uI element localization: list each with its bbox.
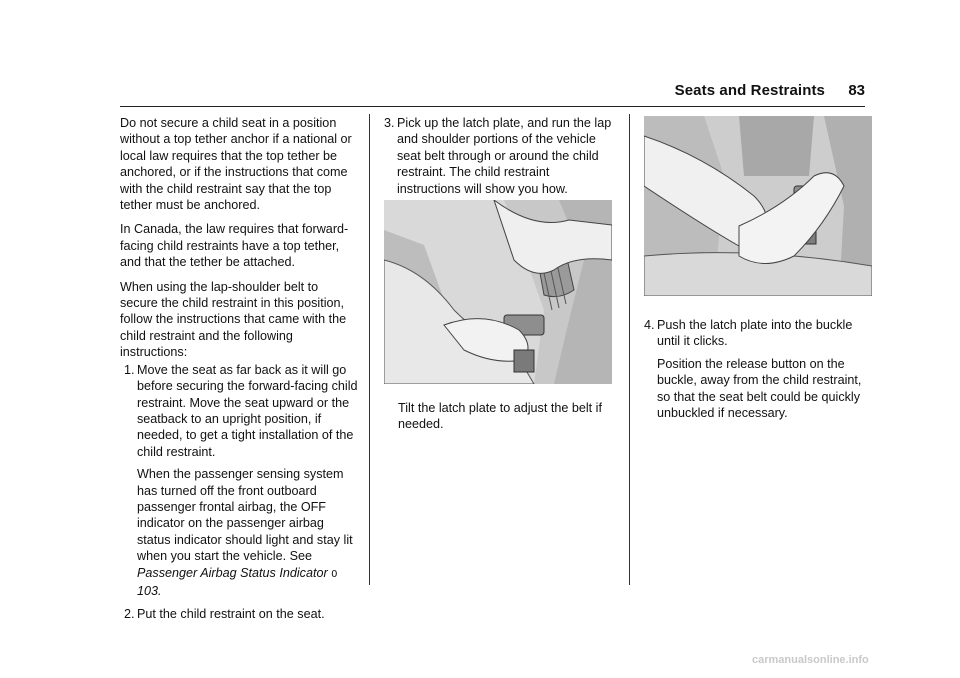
column-1 xyxy=(120,115,358,630)
step-1-text: Move the seat as far back as it will go before securing the forward-facing child restraint. Move the seat upward or the seatback to an upright position, if needed, to get a tight installation of the child restraint. xyxy=(137,362,358,459)
step-3 xyxy=(384,115,616,197)
step-4-note: Position the release button on the buckle, away from the child restraint, so that the seat belt could be quickly unbuckled if necessary. xyxy=(657,356,862,421)
step-3-text: Pick up the latch plate, and run the lap and shoulder portions of the vehicle seat belt through or around the child restraint. The child restraint instructions will show you how. xyxy=(397,116,612,196)
step-1-note-text: When the passenger sensing system has turned off the front outboard passenger frontal airbag, the OFF indicator on the passenger airbag status indicator should light and stay lit when you start the vehicle. See xyxy=(137,467,353,564)
column-2 xyxy=(384,115,616,204)
step-1-note xyxy=(137,466,358,599)
step-1 xyxy=(124,362,358,600)
paragraph-top-tether-warning: Do not secure a child seat in a position without a top tether anchor if a national or local law requires that the top tether be anchored, or if the instructions that come with the child restraint say that the top tether must be anchored. xyxy=(120,116,352,213)
xref-page-number[interactable]: 103. xyxy=(137,583,162,598)
page-header xyxy=(120,82,865,108)
step-2-text: Put the child restraint on the seat. xyxy=(137,607,325,622)
step-3-number: 3. xyxy=(384,116,395,130)
paragraph-lap-shoulder-intro: When using the lap-shoulder belt to secure the child restraint in this position, follow the instructions that came with the child restraint and the following instructions: xyxy=(120,279,347,360)
step-2 xyxy=(124,606,358,622)
step-3-note-block xyxy=(398,400,616,433)
column-divider-2 xyxy=(629,114,630,585)
paragraph-canada-law: In Canada, the law requires that forward-facing child restraints have a top tether, and that the tether be attached. xyxy=(120,222,349,270)
step-2-number: 2. xyxy=(124,607,135,622)
illustration-latch-plate-routing xyxy=(384,200,612,384)
step-4-text: Push the latch plate into the buckle until it clicks. xyxy=(657,318,853,349)
illustration-latch-into-buckle xyxy=(644,116,872,296)
xref-passenger-airbag-status-indicator[interactable]: Passenger Airbag Status Indicator xyxy=(137,565,328,580)
header-rule xyxy=(120,106,865,107)
step-1-number: 1. xyxy=(124,362,135,377)
step-4 xyxy=(644,317,876,421)
column-3 xyxy=(644,317,876,428)
step-3-note: Tilt the latch plate to adjust the belt if needed. xyxy=(398,401,602,432)
column-divider-1 xyxy=(369,114,370,585)
page-ref-arrow-icon: 0 xyxy=(331,568,338,580)
section-title: Seats and Restraints xyxy=(674,82,825,99)
watermark: carmanualsonline.info xyxy=(752,654,869,666)
step-4-number: 4. xyxy=(644,318,655,332)
page-number: 83 xyxy=(848,82,865,99)
